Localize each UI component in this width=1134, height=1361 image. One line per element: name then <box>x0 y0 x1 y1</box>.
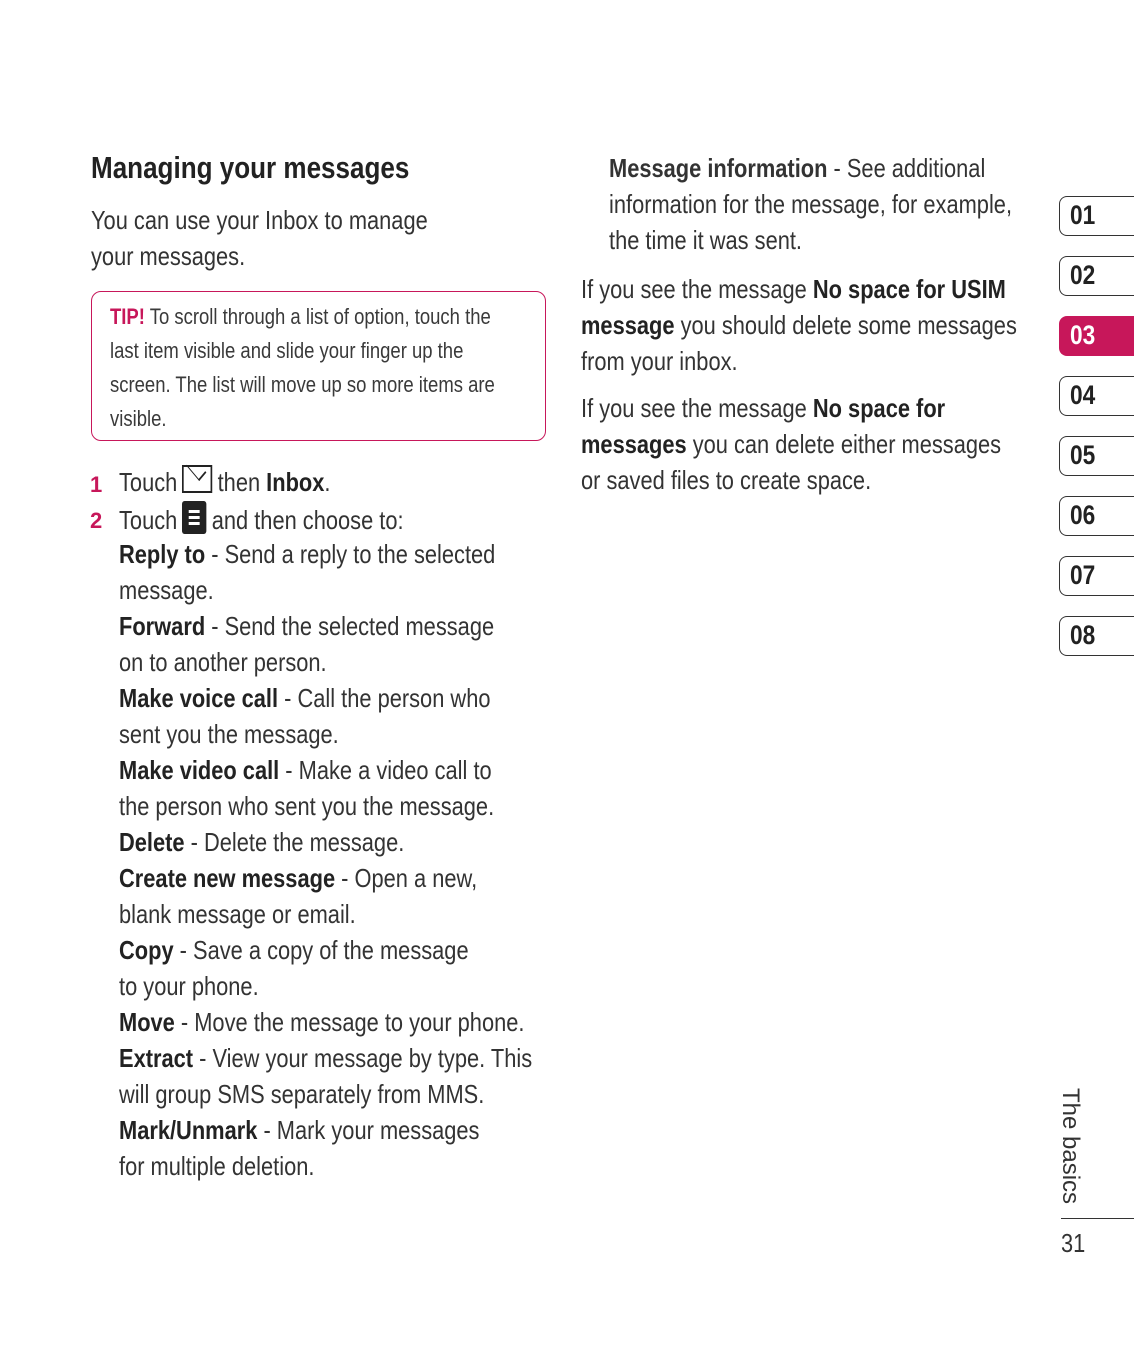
chapter-tab-01[interactable] <box>1059 196 1134 236</box>
step-number: 2 <box>90 508 103 533</box>
section-label <box>1058 1088 1084 1203</box>
option-term: Reply to <box>119 539 206 569</box>
chapter-tab-04[interactable] <box>1059 376 1134 416</box>
option-item <box>119 536 532 572</box>
messages-paragraph <box>581 390 1001 498</box>
tip-line: To scroll through a list of option, touch the <box>144 304 491 329</box>
chapter-tab-label: 02 <box>1070 260 1096 290</box>
option-term: Delete <box>119 827 185 857</box>
option-item <box>119 1040 532 1076</box>
step-text: . <box>324 467 331 497</box>
tip-label: TIP! <box>110 304 145 329</box>
step-number: 1 <box>90 472 103 497</box>
option-desc-line: will group SMS separately from MMS. <box>119 1079 485 1109</box>
step-text: then <box>217 467 267 497</box>
option-term: Make voice call <box>119 683 279 713</box>
chapter-tab-05[interactable] <box>1059 436 1134 476</box>
option-item <box>119 1112 532 1148</box>
para-bold: messages <box>581 429 687 459</box>
intro-text <box>91 202 428 274</box>
option-desc: - View your message by type. This <box>193 1043 533 1073</box>
chapter-tab-label: 04 <box>1070 380 1096 410</box>
option-item <box>119 1004 532 1040</box>
tip-line: visible. <box>110 406 167 431</box>
option-item <box>119 680 532 716</box>
chapter-tab-label: 07 <box>1070 560 1096 590</box>
option-item <box>119 608 532 644</box>
tip-box <box>91 291 546 441</box>
chapter-tab-label: 03 <box>1070 320 1096 350</box>
para-text: you should delete some messages <box>674 310 1017 340</box>
option-desc: - Send the selected message <box>205 611 495 641</box>
option-term: Make video call <box>119 755 280 785</box>
para-text: you can delete either messages <box>686 429 1002 459</box>
option-term: Move <box>119 1007 175 1037</box>
option-desc: - Move the message to your phone. <box>174 1007 525 1037</box>
para-text: or saved files to create space. <box>581 465 872 495</box>
tip-line: last item visible and slide your finger up the <box>110 338 464 363</box>
intro-line: You can use your Inbox to manage <box>91 205 428 235</box>
para-text: If you see the message <box>581 274 813 304</box>
option-desc-line: the person who sent you the message. <box>119 791 495 821</box>
option-desc: - Delete the message. <box>184 827 405 857</box>
option-desc: - Make a video call to <box>279 755 492 785</box>
option-term: Copy <box>119 935 174 965</box>
option-desc: - Send a reply to the selected <box>205 539 496 569</box>
chapter-tab-label: 08 <box>1070 620 1096 650</box>
chapter-tab-06[interactable] <box>1059 496 1134 536</box>
option-term: Extract <box>119 1043 194 1073</box>
chapter-tab-03[interactable] <box>1059 316 1134 356</box>
chapter-tab-label: 01 <box>1070 200 1096 230</box>
option-item <box>119 860 532 896</box>
option-desc: - Save a copy of the message <box>173 935 469 965</box>
chapter-tab-02[interactable] <box>1059 256 1134 296</box>
option-term: Create new message <box>119 863 336 893</box>
chapter-tab-08[interactable] <box>1059 616 1134 656</box>
option-desc: - See additional <box>827 153 986 183</box>
step-text: Touch <box>119 467 178 497</box>
para-bold: No space for USIM <box>812 274 1006 304</box>
step-text: and then choose to: <box>211 505 404 535</box>
option-term: Mark/Unmark <box>119 1115 258 1145</box>
option-desc-line: message. <box>119 575 214 605</box>
option-item <box>119 824 532 860</box>
para-text: from your inbox. <box>581 346 738 376</box>
chapter-tab-label: 05 <box>1070 440 1096 470</box>
option-desc-line: for multiple deletion. <box>119 1151 315 1181</box>
menu-icon <box>182 501 206 534</box>
option-item <box>119 932 532 968</box>
step-1 <box>119 465 331 498</box>
tip-text <box>110 300 495 436</box>
para-bold: No space for <box>812 393 946 423</box>
option-desc: - Call the person who <box>278 683 491 713</box>
option-item <box>119 752 532 788</box>
option-desc-line: blank message or email. <box>119 899 356 929</box>
chapter-tab-label: 06 <box>1070 500 1096 530</box>
step-text: Touch <box>119 505 178 535</box>
option-desc: - Mark your messages <box>257 1115 480 1145</box>
tip-line: screen. The list will move up so more items are <box>110 372 495 397</box>
option-desc: - Open a new, <box>335 863 478 893</box>
option-term: Message information <box>609 153 828 183</box>
options-list <box>119 536 532 1184</box>
intro-line: your messages. <box>91 241 246 271</box>
option-desc-line: to your phone. <box>119 971 259 1001</box>
page-number: 31 <box>1061 1228 1086 1258</box>
option-term: Forward <box>119 611 206 641</box>
para-text: If you see the message <box>581 393 813 423</box>
step-2 <box>119 501 404 536</box>
usim-paragraph <box>581 271 1017 379</box>
chapter-tab-07[interactable] <box>1059 556 1134 596</box>
option-desc-line: information for the message, for example, <box>609 189 1013 219</box>
section-label-text: The basics <box>1057 1088 1084 1205</box>
envelope-icon <box>182 465 212 493</box>
message-information-option <box>609 150 1012 258</box>
step-bold: Inbox <box>266 467 325 497</box>
option-desc-line: on to another person. <box>119 647 327 677</box>
page-title: Managing your messages <box>91 150 410 185</box>
option-desc-line: sent you the message. <box>119 719 339 749</box>
option-desc-line: the time it was sent. <box>609 225 803 255</box>
page-number-rule <box>1061 1218 1134 1219</box>
para-bold: message <box>581 310 675 340</box>
